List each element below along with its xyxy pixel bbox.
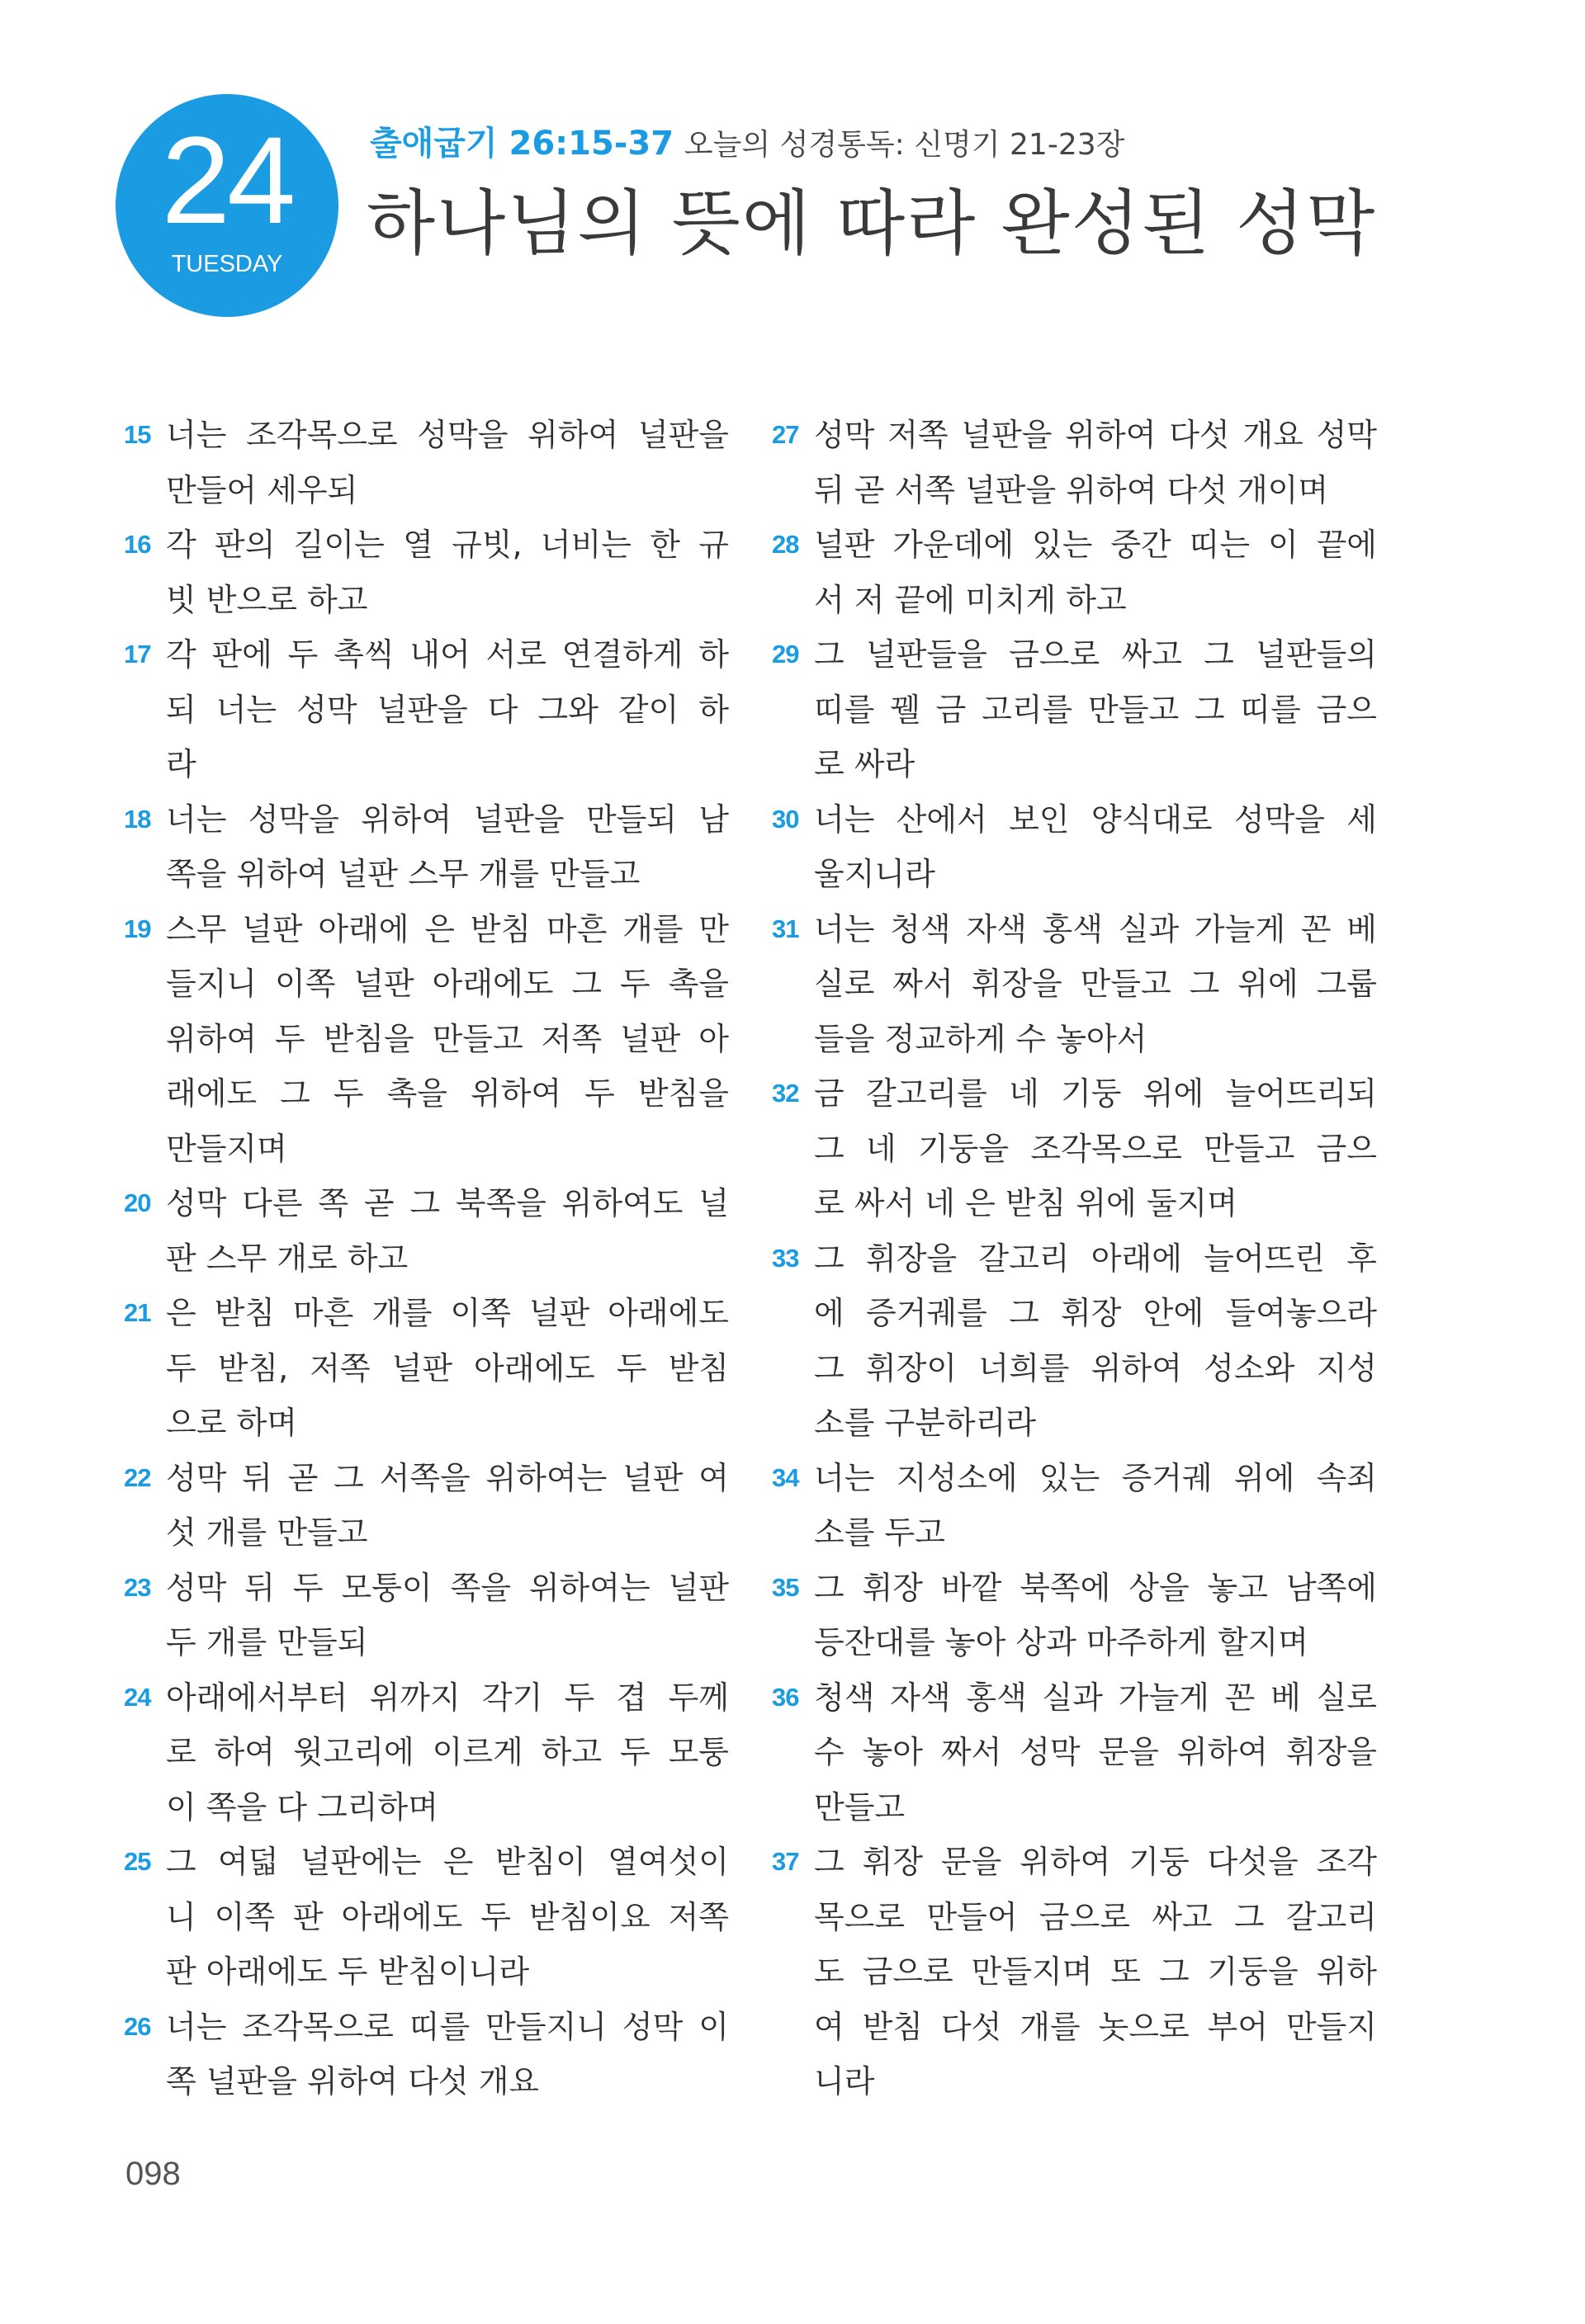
weekday-label: TUESDAY — [171, 251, 283, 277]
verse-text-line: 스무 널판 아래에 은 받침 마흔 개를 만 — [166, 910, 729, 947]
verse-text-line: 금 갈고리를 네 기둥 위에 늘어뜨리되 — [814, 1075, 1377, 1112]
verse-text-line: 너는 청색 자색 홍색 실과 가늘게 꼰 베 — [814, 910, 1377, 947]
verse-text-line: 쪽을 위하여 널판 스무 개를 만들고 — [166, 856, 641, 892]
verse — [124, 1670, 729, 1835]
verse — [124, 1835, 729, 2000]
verse — [772, 627, 1377, 792]
verse-text-line: 울지니라 — [814, 856, 935, 892]
verse-text-line: 만들지며 — [166, 1130, 287, 1167]
verse-text-line: 그 네 기둥을 조각목으로 만들고 금으 — [814, 1130, 1377, 1167]
verse-text-line: 수 놓아 짜서 성막 문을 위하여 휘장을 — [814, 1734, 1377, 1770]
verse-text-line: 그 휘장 바깥 북쪽에 상을 놓고 남쪽에 — [814, 1569, 1377, 1606]
verse-number: 24 — [124, 1682, 151, 1712]
verse-text-line: 두 받침, 저쪽 널판 아래에도 두 받침 — [166, 1349, 729, 1386]
verse-number: 25 — [124, 1847, 151, 1876]
verse-text-line: 로 싸서 네 은 받침 위에 둘지며 — [814, 1185, 1237, 1221]
verse-text-line: 두 개를 만들되 — [166, 1624, 368, 1660]
verse — [124, 1451, 729, 1561]
verse-text-line: 들을 정교하게 수 놓아서 — [814, 1020, 1147, 1057]
verse-number: 35 — [772, 1572, 799, 1602]
verse-text-line: 그 휘장을 갈고리 아래에 늘어뜨린 후 — [814, 1240, 1377, 1277]
verse — [772, 1561, 1377, 1670]
verse-text-line: 등잔대를 놓아 상과 마주하게 할지며 — [814, 1624, 1308, 1660]
day-number: 24 — [161, 111, 293, 249]
verse-text-line: 섯 개를 만들고 — [166, 1514, 368, 1551]
verse — [124, 2000, 729, 2109]
verse-number: 20 — [124, 1188, 151, 1217]
verse — [124, 902, 729, 1177]
verse-text-line: 소를 두고 — [814, 1514, 945, 1551]
verse-text-line: 너는 산에서 보인 양식대로 성막을 세 — [814, 801, 1377, 838]
verse-number: 27 — [772, 420, 799, 449]
passage-reference: 출애굽기 26:15-37 — [370, 125, 674, 163]
verse-text-line: 각 판에 두 촉씩 내어 서로 연결하게 하 — [166, 636, 729, 673]
verse-text-line: 서 저 끝에 미치게 하고 — [814, 581, 1127, 618]
verse-text-line: 그 여덟 널판에는 은 받침이 열여섯이 — [166, 1844, 729, 1880]
verse — [124, 627, 729, 792]
verse-text-line: 여 받침 다섯 개를 놋으로 부어 만들지 — [814, 2008, 1377, 2045]
verse-text-line: 쪽 널판을 위하여 다섯 개요 — [166, 2063, 540, 2100]
verse-number: 16 — [124, 530, 151, 559]
verse — [124, 792, 729, 902]
verse-number: 28 — [772, 530, 799, 559]
verse-text-line: 아래에서부터 위까지 각기 두 겹 두께 — [166, 1679, 729, 1716]
verse-text-line: 은 받침 마흔 개를 이쪽 널판 아래에도 — [166, 1295, 729, 1331]
verse-number: 18 — [124, 804, 151, 834]
verse-text-line: 각 판의 길이는 열 규빗, 너비는 한 규 — [166, 527, 729, 563]
verse-text-line: 띠를 꿸 금 고리를 만들고 그 띠를 금으 — [814, 691, 1377, 728]
verse-number: 15 — [124, 420, 151, 449]
verse-text-line: 로 싸라 — [814, 746, 916, 782]
verse-text-line: 만들어 세우되 — [166, 471, 358, 508]
verse-text-line: 이 쪽을 다 그리하며 — [166, 1788, 438, 1826]
verse-text-line: 너는 조각목으로 성막을 위하여 널판을 — [166, 417, 729, 453]
verse-text-line: 들지니 이쪽 널판 아래에도 그 두 촉을 — [166, 966, 729, 1002]
verse-text-line: 도 금으로 만들지며 또 그 기둥을 위하 — [814, 1953, 1377, 1990]
verse-text-line: 그 널판들을 금으로 싸고 그 널판들의 — [814, 636, 1377, 673]
left-column — [124, 408, 729, 2109]
verse-text-line: 성막 뒤 두 모퉁이 쪽을 위하여는 널판 — [166, 1569, 729, 1606]
verse-text-line: 에 증거궤를 그 휘장 안에 들여놓으라 — [814, 1295, 1377, 1331]
page-title: 하나님의 뜻에 따라 완성된 성막 — [367, 182, 1377, 265]
verse-text-line: 빗 반으로 하고 — [166, 581, 368, 618]
verse-number: 37 — [772, 1847, 799, 1876]
verse — [772, 1670, 1377, 1835]
verse — [772, 1835, 1377, 2109]
verse-number: 29 — [772, 640, 799, 668]
verse-text-line: 실로 짜서 휘장을 만들고 그 위에 그룹 — [814, 966, 1377, 1002]
verse — [772, 792, 1377, 902]
verse-number: 32 — [772, 1079, 799, 1108]
page-number: 098 — [125, 2156, 181, 2192]
verse — [772, 1451, 1377, 1561]
verse-text-line: 만들고 — [814, 1788, 906, 1826]
verse-number: 34 — [772, 1462, 799, 1492]
verse — [124, 408, 729, 517]
verse-text-line: 로 하여 윗고리에 이르게 하고 두 모퉁 — [166, 1734, 729, 1770]
verse-text-line: 그 휘장이 너희를 위하여 성소와 지성 — [814, 1349, 1377, 1386]
verse — [124, 1176, 729, 1286]
daily-reading: 오늘의 성경통독: 신명기 21-23장 — [684, 128, 1125, 162]
verse-text-line: 판 아래에도 두 받침이니라 — [166, 1953, 530, 1990]
verse-number: 31 — [772, 914, 799, 943]
verse-text-line: 그 휘장 문을 위하여 기둥 다섯을 조각 — [814, 1844, 1377, 1880]
day-badge — [116, 94, 338, 317]
verse — [772, 517, 1377, 627]
verse-number: 17 — [124, 640, 151, 668]
verse-number: 36 — [772, 1682, 799, 1712]
verse-text-line: 으로 하며 — [166, 1405, 297, 1441]
verse-text-line: 뒤 곧 서쪽 널판을 위하여 다섯 개이며 — [814, 471, 1329, 508]
verse-text-line: 위하여 두 받침을 만들고 저쪽 널판 아 — [166, 1020, 729, 1057]
verse — [772, 902, 1377, 1067]
verse-text-line: 너는 조각목으로 띠를 만들지니 성막 이 — [166, 2008, 729, 2045]
verse-text-line: 성막 뒤 곧 그 서쪽을 위하여는 널판 여 — [166, 1459, 729, 1496]
verse-text-line: 되 너는 성막 널판을 다 그와 같이 하 — [166, 691, 729, 728]
verse-number: 23 — [124, 1572, 151, 1602]
verse — [124, 1286, 729, 1451]
verse-number: 22 — [124, 1462, 151, 1492]
verse-text-line: 판 스무 개로 하고 — [166, 1240, 409, 1277]
verse-text-line: 청색 자색 홍색 실과 가늘게 꼰 베 실로 — [814, 1679, 1377, 1716]
verse-number: 26 — [124, 2011, 151, 2041]
verse-text-line: 너는 지성소에 있는 증거궤 위에 속죄 — [814, 1459, 1377, 1496]
verse-text-line: 래에도 그 두 촉을 위하여 두 받침을 — [166, 1075, 729, 1112]
verse-text-line: 목으로 만들어 금으로 싸고 그 갈고리 — [814, 1898, 1377, 1935]
verse-text-line: 니라 — [814, 2063, 875, 2100]
verse-number: 33 — [772, 1243, 799, 1273]
verse — [124, 517, 729, 627]
verse-text-line: 소를 구분하리라 — [814, 1405, 1037, 1441]
verse-text-line: 널판 가운데에 있는 중간 띠는 이 끝에 — [814, 527, 1377, 563]
verse — [772, 1066, 1377, 1231]
verse — [772, 1231, 1377, 1451]
verse — [772, 408, 1377, 517]
verse-number: 30 — [772, 804, 799, 834]
verse-number: 21 — [124, 1298, 151, 1327]
verse-text-line: 니 이쪽 판 아래에도 두 받침이요 저쪽 — [166, 1898, 729, 1935]
verse-text-line: 성막 저쪽 널판을 위하여 다섯 개요 성막 — [814, 417, 1377, 453]
scripture-reference — [370, 122, 1124, 167]
verse-text-line: 성막 다른 쪽 곧 그 북쪽을 위하여도 널 — [166, 1185, 729, 1221]
verse-text-line: 라 — [166, 746, 196, 782]
right-column — [772, 408, 1377, 2109]
verse-number: 19 — [124, 914, 151, 943]
verse — [124, 1561, 729, 1670]
verse-text-line: 너는 성막을 위하여 널판을 만들되 남 — [166, 801, 729, 838]
